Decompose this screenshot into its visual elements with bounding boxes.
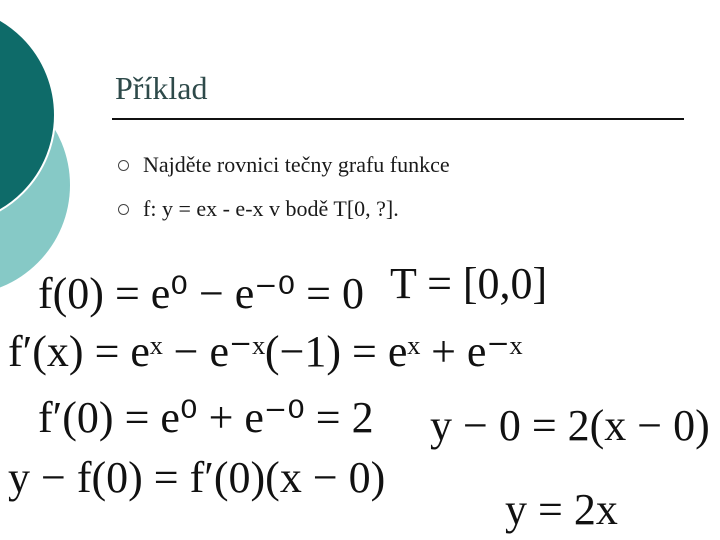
equation-tangent-substituted: y − 0 = 2(x − 0) [430, 401, 710, 450]
equation-point: T = [0,0] [390, 259, 548, 308]
bullet-circle-icon [118, 160, 129, 171]
bullet-text-1: Najděte rovnici tečny grafu funkce [143, 152, 450, 177]
bullet-text-2: f: y = ex - e-x v bodě T[0, ?]. [143, 196, 399, 221]
equation-f-prime-0: f′(0) = e⁰ + e⁻⁰ = 2 [38, 393, 374, 442]
bullet-item-1 [118, 152, 450, 178]
slide-title: Příklad [115, 70, 208, 106]
bullet-item-2 [118, 196, 399, 222]
title-underline [112, 118, 684, 120]
equation-derivative: f′(x) = eˣ − e⁻ˣ(−1) = eˣ + e⁻ˣ [8, 327, 523, 376]
equation-tangent-general: y − f(0) = f′(0)(x − 0) [8, 453, 386, 502]
equation-f0: f(0) = e⁰ − e⁻⁰ = 0 [38, 269, 364, 318]
equation-result: y = 2x [505, 485, 618, 534]
bullet-circle-icon [118, 204, 129, 215]
